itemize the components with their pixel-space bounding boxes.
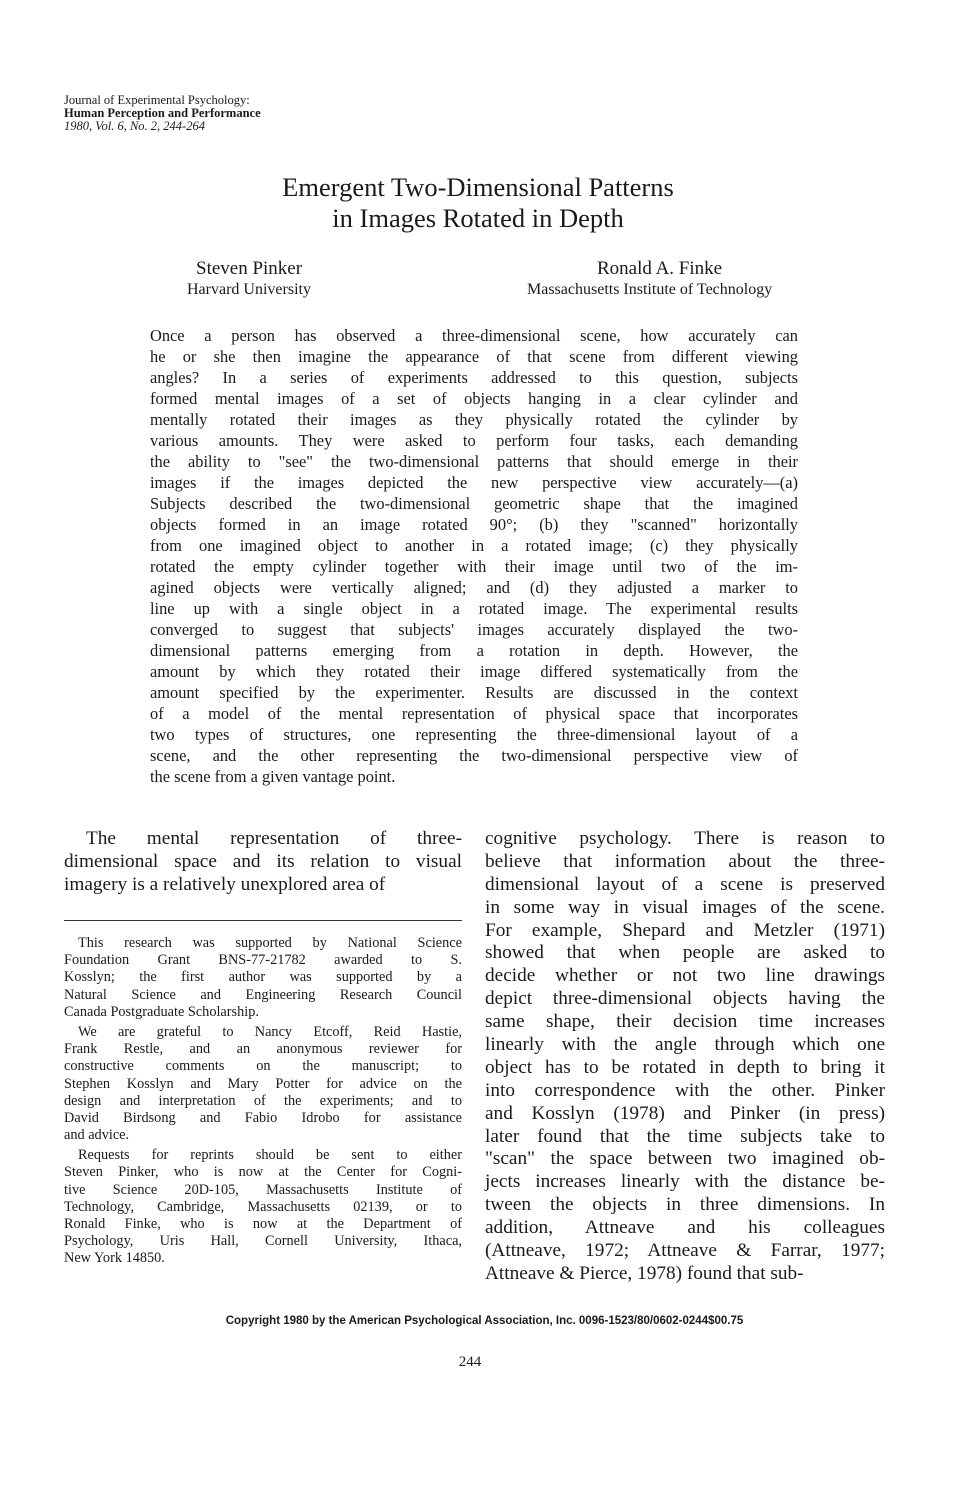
abstract-line: amount by which they rotated their image differed systematically from the bbox=[150, 662, 798, 681]
author-1 bbox=[182, 258, 352, 300]
body-text-line: tween the objects in three dimensions. In bbox=[485, 1194, 885, 1216]
author-affiliation: Massachusetts Institute of Technology bbox=[527, 281, 773, 298]
body-text-line: and Kosslyn (1978) and Pinker (in press) bbox=[485, 1102, 885, 1124]
footnote-line: We are grateful to Nancy Etcoff, Reid Hastie, bbox=[78, 1023, 462, 1040]
body-text-line: believe that information about the three- bbox=[485, 850, 885, 872]
body-text-line: For example, Shepard and Metzler (1971) bbox=[485, 919, 885, 941]
title-line-1: Emergent Two-Dimensional Patterns bbox=[282, 172, 674, 202]
body-text-line: imagery is a relatively unexplored area of bbox=[64, 873, 386, 895]
abstract-line: scene, and the other representing the two-dimensional perspective view of bbox=[150, 746, 798, 765]
body-text-line: jects increases linearly with the distance be- bbox=[485, 1171, 885, 1193]
body-text-line: (Attneave, 1972; Attneave & Farrar, 1977; bbox=[485, 1240, 885, 1262]
body-text-line: into correspondence with the other. Pinker bbox=[485, 1079, 885, 1101]
abstract-line: angles? In a series of experiments addressed to this question, subjects bbox=[150, 368, 798, 387]
abstract-line: from one imagined object to another in a rotated image; (c) they physically bbox=[150, 536, 798, 555]
journal-volume: 1980, Vol. 6, No. 2, 244-264 bbox=[64, 119, 205, 133]
footnote-line: Foundation Grant BNS-77-21782 awarded to S. bbox=[64, 952, 462, 969]
journal-subtitle: Human Perception and Performance bbox=[64, 106, 261, 120]
abstract-line: converged to suggest that subjects' images accurately displayed the two- bbox=[150, 620, 798, 639]
journal-citation bbox=[64, 94, 261, 133]
footnote-line: Natural Science and Engineering Research Council bbox=[64, 986, 462, 1003]
abstract-line: amount specified by the experimenter. Results are discussed in the context bbox=[150, 683, 798, 702]
abstract-line: dimensional patterns emerging from a rotation in depth. However, the bbox=[150, 641, 798, 660]
body-text-line: Attneave & Pierce, 1978) found that sub- bbox=[485, 1262, 804, 1284]
footnote-line: Frank Restle, and an anonymous reviewer for bbox=[64, 1041, 462, 1058]
body-column-left bbox=[64, 828, 462, 897]
abstract-line: the scene from a given vantage point. bbox=[150, 767, 396, 786]
author-name: Ronald A. Finke bbox=[597, 258, 723, 279]
abstract-line: Subjects described the two-dimensional geometric shape that the imagined bbox=[150, 494, 798, 513]
body-text-line: dimensional space and its relation to visual bbox=[64, 850, 462, 872]
footnote-line: Kosslyn; the first author was supported by a bbox=[64, 969, 462, 986]
footnote-line: Canada Postgraduate Scholarship. bbox=[64, 1003, 259, 1020]
abstract-line: two types of structures, one representing the three-dimensional layout of a bbox=[150, 725, 798, 744]
copyright-notice: Copyright 1980 by the American Psychological Association, Inc. 0096-1523/80/0602-0244$00.75 bbox=[225, 1315, 744, 1327]
abstract-line: rotated the empty cylinder together with their image until two of the im- bbox=[150, 557, 798, 576]
body-text-line: "scan" the space between two imagined ob- bbox=[485, 1148, 885, 1170]
body-text-line: in some way in visual images of the scene. bbox=[485, 896, 885, 918]
footnote-line: David Birdsong and Fabio Idrobo for assistance bbox=[64, 1109, 462, 1126]
paper-title bbox=[150, 172, 806, 234]
body-text-line: same shape, their decision time increases bbox=[485, 1011, 885, 1033]
footnote-line: Requests for reprints should be sent to either bbox=[78, 1147, 462, 1164]
body-column-right bbox=[485, 828, 885, 1286]
body-text-line: object has to be rotated in depth to bring it bbox=[485, 1056, 885, 1078]
author-2 bbox=[527, 258, 845, 300]
abstract-line: of a model of the mental representation of physical space that incorporates bbox=[150, 704, 798, 723]
page-number: 244 bbox=[458, 1354, 482, 1370]
abstract-line: various amounts. They were asked to perform four tasks, each demanding bbox=[150, 431, 798, 450]
author-name: Steven Pinker bbox=[196, 258, 303, 279]
abstract-line: line up with a single object in a rotated image. The experimental results bbox=[150, 599, 798, 618]
footnote-line: New York 14850. bbox=[64, 1250, 165, 1267]
abstract-line: images if the images depicted the new perspective view accurately—(a) bbox=[150, 473, 798, 492]
footnote-line: Ronald Finke, who is now at the Department of bbox=[64, 1216, 462, 1232]
abstract-line: the ability to "see" the two-dimensional patterns that should emerge in their bbox=[150, 452, 798, 471]
body-text-line: cognitive psychology. There is reason to bbox=[485, 828, 885, 849]
body-text-line: showed that when people are asked to bbox=[485, 942, 885, 964]
footnote-line: Psychology, Uris Hall, Cornell University, Ithaca, bbox=[64, 1233, 462, 1250]
body-text-line: later found that the time subjects take to bbox=[485, 1125, 885, 1147]
footnote-line: and advice. bbox=[64, 1127, 130, 1144]
footnote-paragraph bbox=[64, 935, 462, 1021]
body-text-line: linearly with the angle through which one bbox=[485, 1034, 885, 1056]
footnote-line: This research was supported by National Science bbox=[78, 935, 462, 951]
footnote-divider bbox=[64, 920, 462, 921]
title-line-2: in Images Rotated in Depth bbox=[332, 203, 624, 233]
abstract-line: Once a person has observed a three-dimensional scene, how accurately can bbox=[150, 326, 798, 345]
footnote-line: tive Science 20D-105, Massachusetts Institute of bbox=[64, 1181, 462, 1198]
abstract-line: agined objects were vertically aligned; and (d) they adjusted a marker to bbox=[150, 578, 798, 597]
footnote-line: Technology, Cambridge, Massachusetts 02139, or to bbox=[64, 1198, 462, 1215]
abstract bbox=[150, 325, 798, 787]
footnote-line: constructive comments on the manuscript; to bbox=[64, 1058, 462, 1075]
footnote-line: Steven Pinker, who is now at the Center for Cogni- bbox=[64, 1164, 462, 1181]
footnote-paragraph bbox=[64, 1024, 462, 1144]
author-affiliation: Harvard University bbox=[187, 281, 311, 298]
footnote-line: design and interpretation of the experiments; and to bbox=[64, 1092, 462, 1109]
abstract-line: he or she then imagine the appearance of that scene from different viewing bbox=[150, 347, 798, 366]
footnote-line: Stephen Kosslyn and Mary Potter for advice on the bbox=[64, 1075, 462, 1092]
body-text-line: decide whether or not two line drawings bbox=[485, 965, 885, 987]
body-text-line: dimensional layout of a scene is preserved bbox=[485, 873, 885, 895]
body-text-line: depict three-dimensional objects having the bbox=[485, 988, 885, 1010]
footnote-paragraph bbox=[64, 1147, 462, 1267]
journal-name: Journal of Experimental Psychology: bbox=[64, 93, 250, 107]
footnotes bbox=[64, 935, 462, 1271]
abstract-line: formed mental images of a set of objects hanging in a clear cylinder and bbox=[150, 389, 798, 408]
abstract-line: mentally rotated their images as they physically rotated the cylinder by bbox=[150, 410, 798, 429]
body-text-line: addition, Attneave and his colleagues bbox=[485, 1217, 885, 1239]
abstract-line: objects formed in an image rotated 90°; (b) they "scanned" horizontally bbox=[150, 515, 798, 534]
body-text-line: The mental representation of three- bbox=[86, 828, 462, 849]
